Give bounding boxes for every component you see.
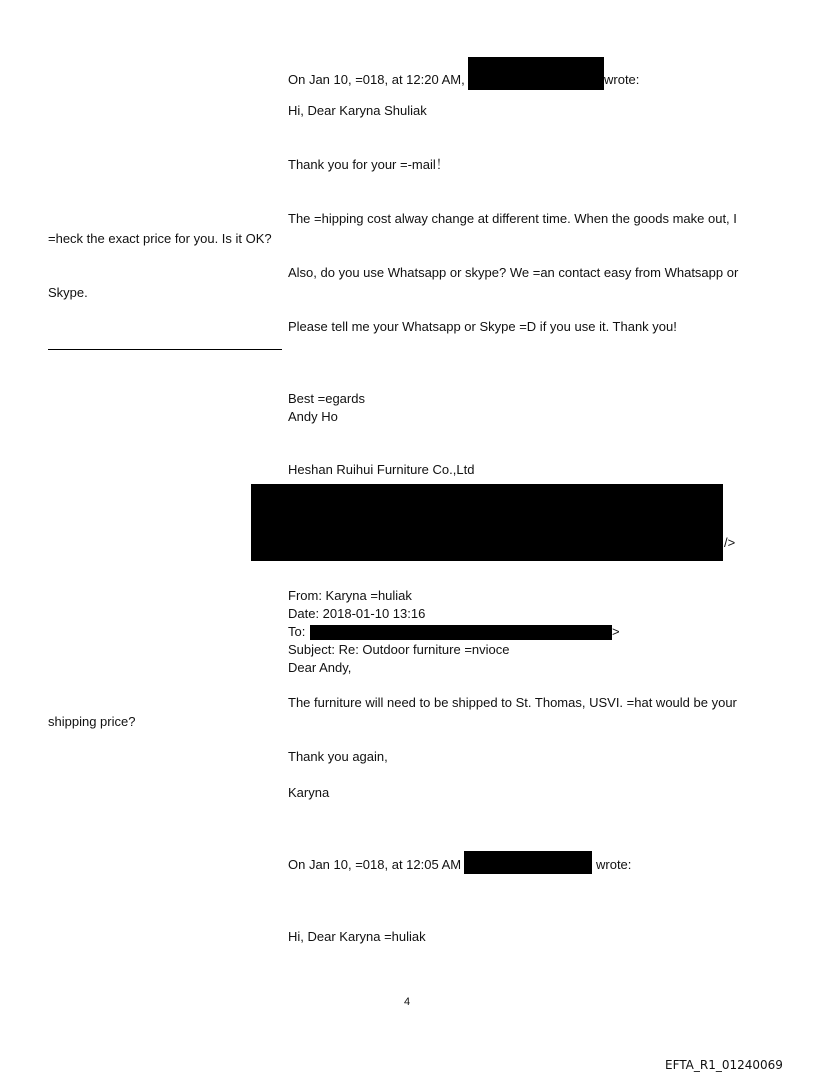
signoff: Best =egards — [288, 391, 365, 406]
to-tail: > — [612, 624, 620, 639]
subject-line: Subject: Re: Outdoor furniture =nvioce — [288, 642, 510, 657]
from-line: From: Karyna =huliak — [288, 588, 412, 603]
email-header-before: On Jan 10, =018, at 12:05 AM — [288, 857, 462, 872]
separator-rule — [48, 349, 282, 350]
redaction-block — [310, 625, 612, 640]
redaction-block — [251, 484, 723, 561]
shipping-line-1: The =hipping cost alway change at different time. When the goods make out, I — [288, 211, 737, 226]
email-header-after: wrote: — [596, 857, 632, 872]
body-line-1: The furniture will need to be shipped to St. Thomas, USVI. =hat would be your — [288, 695, 737, 710]
document-id: EFTA_R1_01240069 — [665, 1058, 783, 1072]
request-line: Please tell me your Whatsapp or Skype =D if you use it. Thank you! — [288, 319, 677, 334]
redaction-block — [464, 851, 592, 874]
greeting: Hi, Dear Karyna =huliak — [288, 929, 426, 944]
sender-name: Andy Ho — [288, 409, 338, 424]
to-label: To: — [288, 624, 306, 639]
date-line: Date: 2018-01-10 13:16 — [288, 606, 426, 621]
thanks-line: Thank you for your =-mail！ — [288, 157, 449, 172]
salutation: Dear Andy, — [288, 660, 352, 675]
company-name: Heshan Ruihui Furniture Co.,Ltd — [288, 462, 475, 477]
thanks-again: Thank you again, — [288, 749, 388, 764]
page-number: 4 — [404, 996, 411, 1008]
contact-line-2: Skype. — [48, 285, 88, 300]
greeting: Hi, Dear Karyna Shuliak — [288, 103, 427, 118]
contact-line-1: Also, do you use Whatsapp or skype? We =an contact easy from Whatsapp or — [288, 265, 739, 280]
shipping-line-2: =heck the exact price for you. Is it OK? — [48, 231, 272, 246]
redaction-block — [468, 57, 604, 90]
sender-name: Karyna — [288, 785, 330, 800]
email-header-after: wrote: — [604, 72, 640, 87]
body-line-2: shipping price? — [48, 714, 136, 729]
email-header-before: On Jan 10, =018, at 12:20 AM, — [288, 72, 465, 87]
redaction-tail: /> — [724, 535, 736, 550]
